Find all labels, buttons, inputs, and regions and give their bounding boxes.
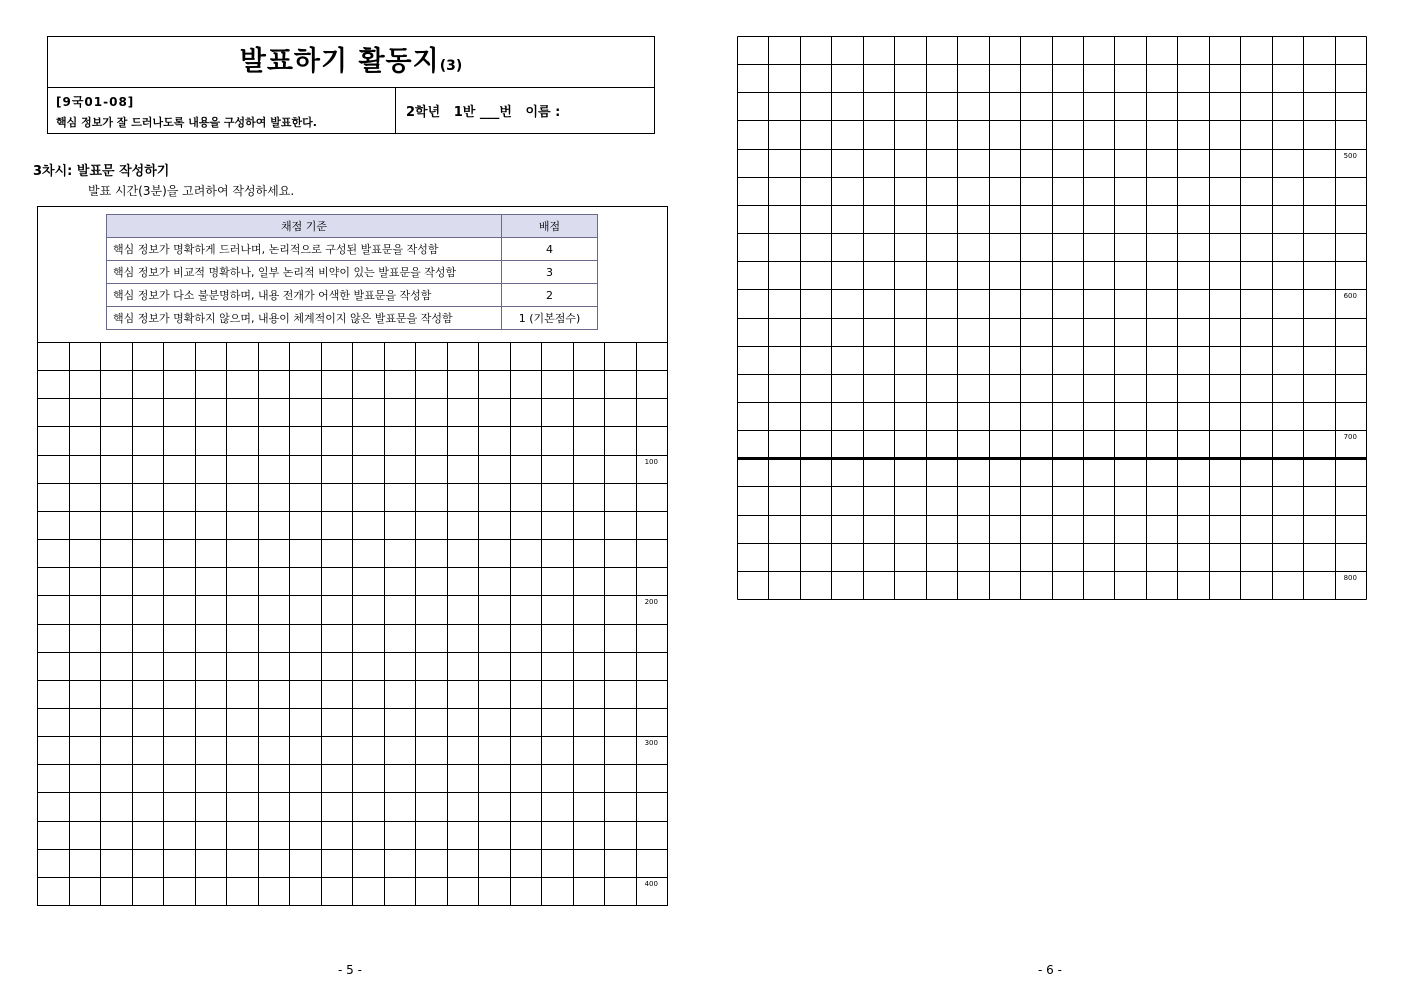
header-box	[47, 36, 655, 134]
rubric-row	[107, 307, 598, 330]
rubric-criterion: 핵심 정보가 명확하게 드러나며, 논리적으로 구성된 발표문을 작성함	[107, 238, 502, 261]
session-description: 발표 시간(3분)을 고려하여 작성하세요.	[88, 184, 295, 198]
rubric-header-criterion: 채점 기준	[107, 215, 502, 238]
page-number-right: - 6 -	[1038, 963, 1062, 977]
standard-text: 핵심 정보가 잘 드러나도록 내용을 구성하여 발표한다.	[56, 116, 317, 129]
manuscript-grid-left[interactable]	[37, 342, 668, 906]
standard-code: [9국01-08]	[56, 95, 135, 109]
worksheet-title	[48, 37, 654, 88]
title-main: 발표하기 활동지	[239, 46, 440, 77]
achievement-standard	[48, 88, 396, 134]
grid-svg[interactable]	[737, 36, 1367, 600]
session-title: 3차시: 발표문 작성하기	[33, 164, 170, 179]
character-count-mark: 300	[644, 739, 658, 747]
rubric-criterion: 핵심 정보가 명확하지 않으며, 내용이 체계적이지 않은 발표문을 작성함	[107, 307, 502, 330]
rubric-score: 3	[502, 261, 598, 284]
rubric-row	[107, 238, 598, 261]
character-count-mark: 600	[1343, 292, 1357, 300]
rubric-criterion: 핵심 정보가 다소 불분명하며, 내용 전개가 어색한 발표문을 작성함	[107, 284, 502, 307]
character-count-mark: 100	[644, 458, 658, 466]
rubric-header-score: 배점	[502, 215, 598, 238]
character-count-mark: 700	[1343, 433, 1357, 441]
manuscript-grid-right[interactable]	[737, 36, 1367, 600]
rubric-header-row	[107, 215, 598, 238]
rubric-score: 2	[502, 284, 598, 307]
title-sub: (3)	[439, 58, 463, 74]
rubric-table	[106, 214, 598, 330]
rubric-score: 4	[502, 238, 598, 261]
page-number-left: - 5 -	[338, 963, 362, 977]
character-count-mark: 800	[1343, 574, 1357, 582]
student-info[interactable]: 2학년 1반 ___번 이름 :	[406, 105, 561, 120]
character-count-mark: 500	[1343, 152, 1357, 160]
character-count-mark: 200	[644, 598, 658, 606]
grid-svg[interactable]	[37, 342, 668, 906]
rubric-row	[107, 261, 598, 284]
character-count-mark: 400	[644, 880, 658, 888]
rubric-score: 1 (기본점수)	[502, 307, 598, 330]
rubric-row	[107, 284, 598, 307]
rubric-criterion: 핵심 정보가 비교적 명확하나, 일부 논리적 비약이 있는 발표문을 작성함	[107, 261, 502, 284]
